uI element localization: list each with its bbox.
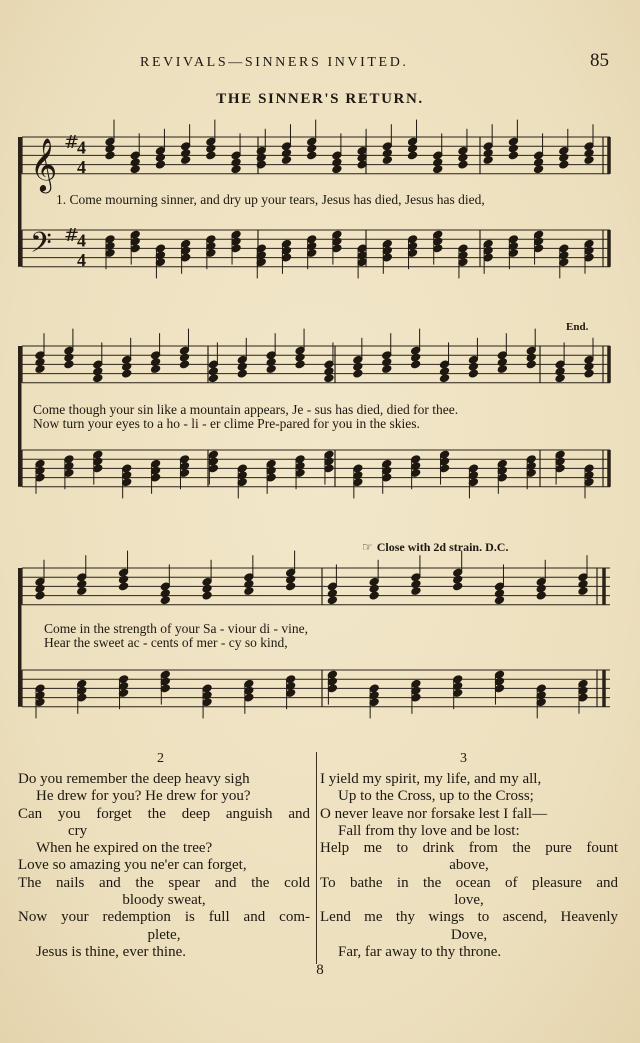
note-head [558, 160, 569, 169]
verse-line: He drew for you? He drew for you? [36, 788, 251, 805]
note-head [281, 155, 292, 164]
end-mark: End. [566, 321, 589, 333]
note-head [306, 151, 317, 160]
verse-line: The nails and the spear and the cold [18, 874, 310, 891]
verse-line: Dove, [450, 926, 488, 943]
page-number: 85 [590, 50, 609, 71]
verse-number-3: 3 [460, 751, 467, 766]
system-braces [18, 137, 22, 707]
verse-line: To bathe in the ocean of pleasure and [320, 874, 618, 891]
note-head [35, 364, 46, 373]
column-divider [316, 752, 317, 964]
note-head [35, 591, 46, 600]
system-brace [18, 137, 22, 267]
lyric-line-system3-verse1: Come in the strength of your Sa - viour di - vine, [44, 621, 308, 636]
verse-line: Help me to drink from the pure fount [320, 840, 618, 857]
note-head [432, 165, 443, 174]
bass-clef-icon: 𝄢 [30, 226, 52, 267]
verse-line: Up to the Cross, up to the Cross; [338, 788, 534, 805]
lyric-line-system2-verse2: Now turn your eyes to a ho - li - er clime Pre-pared for you in the skies. [33, 416, 420, 431]
time-signature-icon: 4 [77, 137, 86, 158]
note-head [160, 596, 171, 605]
note-head [105, 151, 116, 160]
sharp-icon: # [64, 225, 80, 247]
note-head [150, 364, 161, 373]
note-head [353, 369, 364, 378]
verse-line: When he expired on the tree? [36, 840, 213, 857]
time-signature-icon: 4 [77, 249, 86, 270]
note-head [64, 360, 75, 369]
note-head [508, 151, 519, 160]
verse-line: Lend me thy wings to ascend, Heavenly [320, 909, 618, 926]
verse-line: O never leave nor forsake lest I fall— [320, 805, 547, 822]
note-head [381, 364, 392, 373]
verse-line: Now your redemption is full and com- [18, 909, 310, 926]
note-head [468, 369, 479, 378]
verse-3 [320, 771, 618, 961]
note-head [407, 151, 418, 160]
note-head [324, 374, 335, 383]
time-signature-icon: 4 [77, 156, 86, 177]
note-head [555, 374, 566, 383]
verse-line: cry [68, 822, 88, 839]
verse-line: plete, [147, 926, 181, 943]
verse-line: Love so amazing you ne'er can forget, [18, 857, 247, 874]
note-head [533, 165, 544, 174]
sharp-icon: # [64, 132, 80, 154]
note-head [584, 155, 595, 164]
note-head [237, 369, 248, 378]
lyric-line-system1: 1. Come mourning sinner, and dry up your tears, Jesus has died, Jesus has died, [56, 192, 485, 207]
system-brace [18, 568, 22, 707]
verse-line: Fall from thy love and be lost: [338, 822, 520, 839]
note-head [369, 591, 380, 600]
note-head [526, 360, 537, 369]
verse-2 [18, 771, 310, 961]
note-head [410, 360, 421, 369]
note-head [452, 582, 463, 591]
hymn-title: THE SINNER'S RETURN. [216, 91, 424, 107]
note-head [180, 155, 191, 164]
note-head [76, 586, 87, 595]
note-head [497, 364, 508, 373]
dc-instruction [362, 540, 508, 555]
verse-line: Far, far away to thy throne. [338, 943, 502, 960]
note-head [208, 374, 219, 383]
dc-instruction-text: Close with 2d strain. D.C. [376, 540, 509, 554]
note-head [118, 582, 129, 591]
note-head [179, 360, 190, 369]
note-head [130, 165, 141, 174]
signature-mark: 8 [316, 962, 324, 978]
note-head [382, 155, 393, 164]
note-head [231, 165, 242, 174]
note-head [327, 596, 338, 605]
note-head [494, 596, 505, 605]
note-head [202, 591, 213, 600]
note-head [295, 360, 306, 369]
note-head [121, 369, 132, 378]
note-head [439, 374, 450, 383]
time-signature-icon: 4 [77, 230, 86, 251]
note-head [92, 374, 103, 383]
note-head [206, 151, 217, 160]
note-head [584, 369, 595, 378]
note-head [332, 165, 343, 174]
note-head [285, 582, 296, 591]
note-head [578, 586, 589, 595]
note-head [266, 364, 277, 373]
verse-line: love, [454, 892, 484, 909]
lyric-line-system3-verse2: Hear the sweet ac - cents of mer - cy so kind, [44, 635, 288, 650]
note-head [155, 160, 166, 169]
treble-clef-icon: 𝄞 [30, 136, 58, 191]
note-head [244, 586, 255, 595]
note-head [411, 586, 422, 595]
verse-number-2: 2 [157, 751, 164, 766]
verse-line: I yield my spirit, my life, and my all, [320, 771, 542, 787]
note-head [536, 591, 547, 600]
verse-line: above, [449, 857, 489, 874]
lyric-line-system2-verse1: Come though your sin like a mountain appears, Je - sus has died, died for thee. [33, 402, 459, 417]
verse-line: Do you remember the deep heavy sigh [18, 771, 250, 787]
verse-line: bloody sweat, [122, 892, 206, 909]
verse-line: Jesus is thine, ever thine. [36, 943, 186, 960]
system-brace [18, 346, 22, 487]
pointing-hand-icon: ☞ [362, 540, 373, 554]
note-head [458, 160, 469, 169]
running-title: REVIVALS—SINNERS INVITED. [140, 55, 409, 70]
note-head [483, 155, 494, 164]
verse-line: Can you forget the deep anguish and [18, 805, 310, 822]
